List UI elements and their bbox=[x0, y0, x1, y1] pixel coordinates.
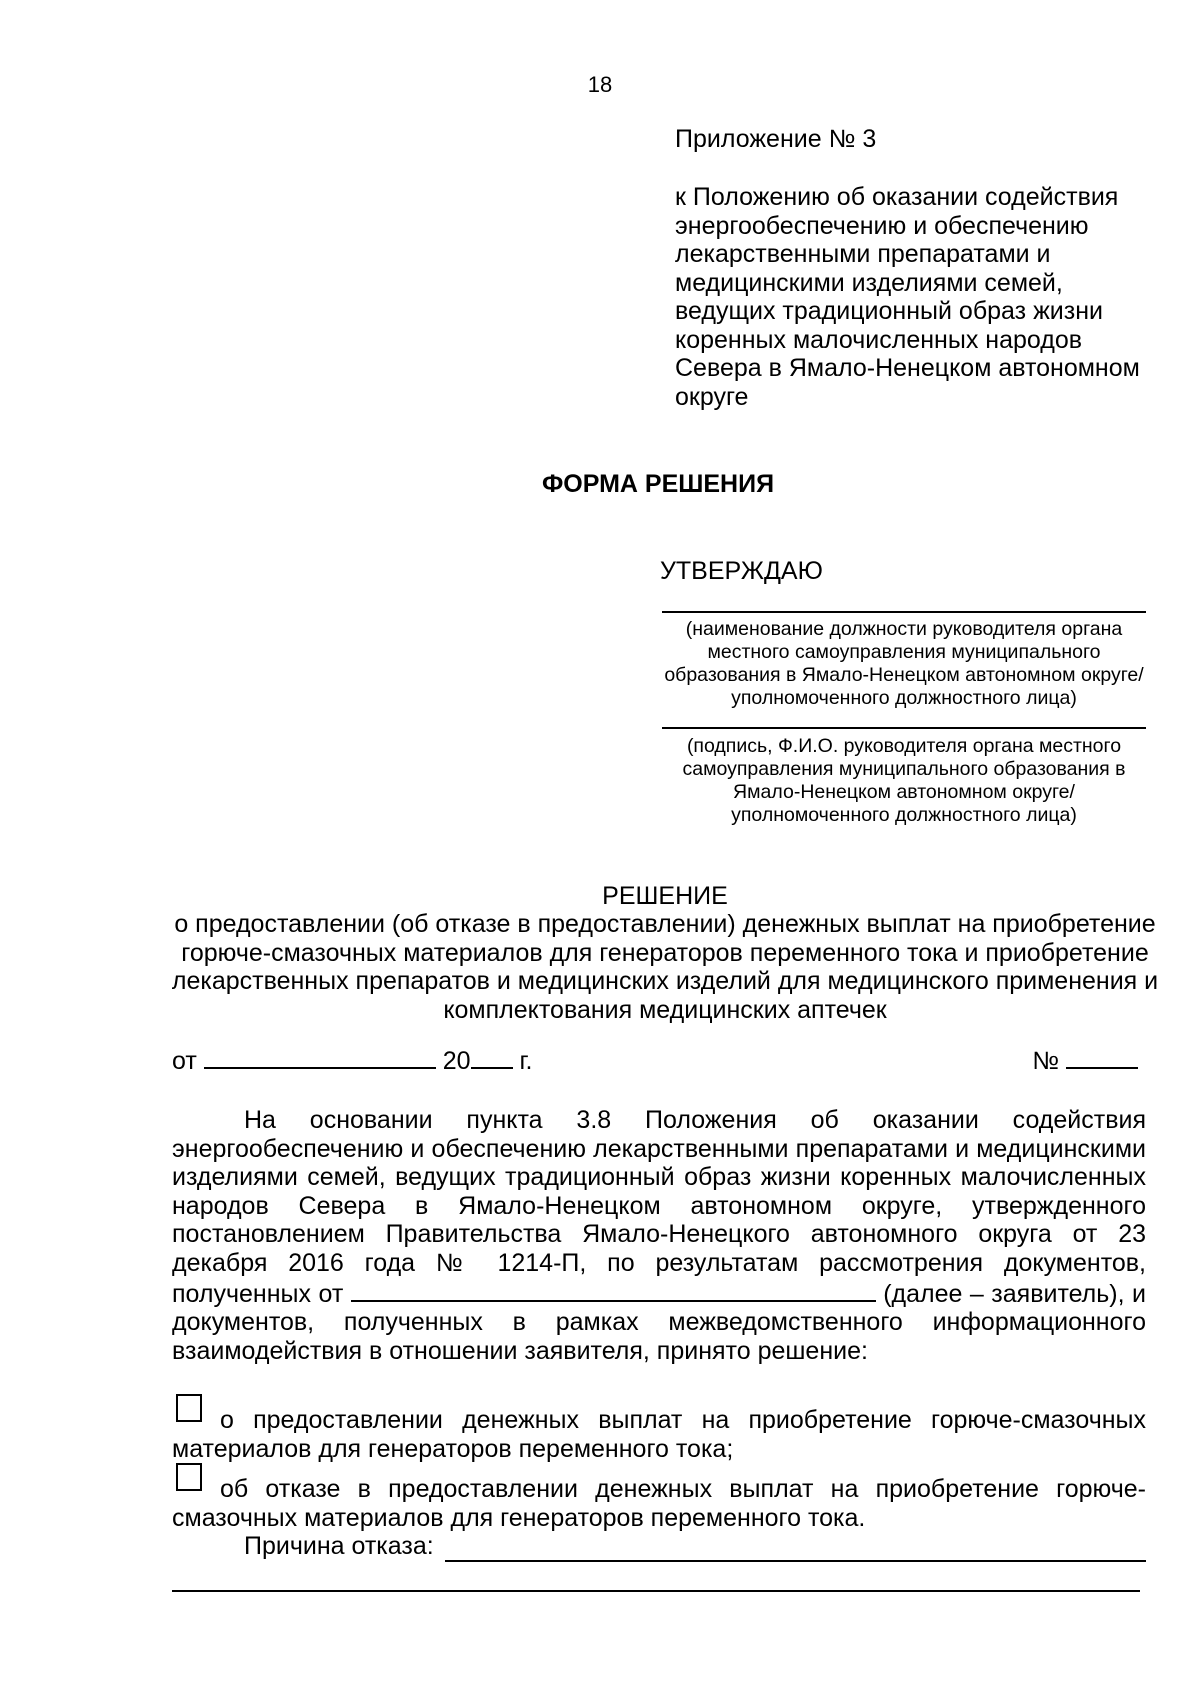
refuse-option bbox=[172, 1475, 1146, 1532]
decision-paragraph bbox=[172, 1106, 1146, 1365]
refusal-reason-line-2[interactable] bbox=[172, 1590, 1140, 1592]
year-prefix: 20 bbox=[442, 1047, 471, 1075]
from-label: от bbox=[172, 1047, 197, 1075]
signature-caption: (подпись, Ф.И.О. руководителя органа местного самоуправления муниципального образования в Ямало-Ненецком автономном округе/ уполномоченного должностного лица) bbox=[682, 735, 1126, 826]
paragraph-part1: На основании пункта 3.8 Положения об оказании содействия энергообеспечению и обеспечению лекарственными препаратами и медицинскими изделиями семей, ведущих традиционный образ жизни коренных малочисленных народов Севера в Ямало-Ненецком автономном округе, утвержденного постановлением Правительства Ямало-Ненецкого автономного округа от 23 декабря 2016 года № 1214-П, по результатам рассмотрения документов, полученных от bbox=[172, 1106, 1146, 1308]
position-signature-line bbox=[662, 611, 1146, 613]
page-number: 18 bbox=[587, 72, 613, 97]
applicant-blank[interactable] bbox=[351, 1278, 876, 1302]
date-blank[interactable] bbox=[204, 1045, 436, 1069]
grant-option-text: о предоставлении денежных выплат на приобретение горюче-смазочных материалов для генераторов переменного тока; bbox=[172, 1406, 1146, 1463]
grant-option bbox=[172, 1406, 1146, 1463]
paragraph-part2: (далее – заявитель), и документов, полученных в рамках межведомственного информационного взаимодействия в отношении заявителя, принято решение: bbox=[172, 1279, 1146, 1365]
approval-word: УТВЕРЖДАЮ bbox=[660, 557, 823, 585]
number-label: № bbox=[1032, 1047, 1060, 1075]
refusal-reason-label: Причина отказа: bbox=[244, 1532, 434, 1560]
number-blank[interactable] bbox=[1066, 1045, 1138, 1069]
decision-heading: РЕШЕНИЕ bbox=[602, 882, 728, 910]
refusal-reason-line[interactable] bbox=[445, 1560, 1146, 1562]
form-title: ФОРМА РЕШЕНИЯ bbox=[541, 470, 775, 498]
appendix-text: к Положению об оказании содействия энергообеспечению и обеспечению лекарственными препаратами и медицинскими изделиями семей, ведущих традиционный образ жизни коренных малочисленных народов Севера в Ямало-Ненецком автономном округе bbox=[675, 183, 1140, 411]
signature-line bbox=[662, 727, 1146, 729]
date-field bbox=[172, 1045, 533, 1076]
refuse-option-text: об отказе в предоставлении денежных выплат на приобретение горюче-смазочных материалов для генераторов переменного тока. bbox=[172, 1475, 1146, 1532]
year-suffix: г. bbox=[519, 1047, 533, 1075]
year-blank[interactable] bbox=[471, 1045, 513, 1069]
decision-subject: о предоставлении (об отказе в предоставлении) денежных выплат на приобретение горюче-смазочных материалов для генераторов переменного тока и приобретение лекарственных препаратов и медицинских изделий для медицинского применения и комплектования медицинских аптечек bbox=[171, 910, 1159, 1024]
date-number-row bbox=[172, 1045, 1138, 1076]
appendix-title: Приложение № 3 bbox=[675, 125, 877, 153]
position-caption: (наименование должности руководителя органа местного самоуправления муниципального образования в Ямало-Ненецком автономном округе/уполномоченного должностного лица) bbox=[664, 618, 1144, 709]
number-field bbox=[1032, 1045, 1138, 1076]
